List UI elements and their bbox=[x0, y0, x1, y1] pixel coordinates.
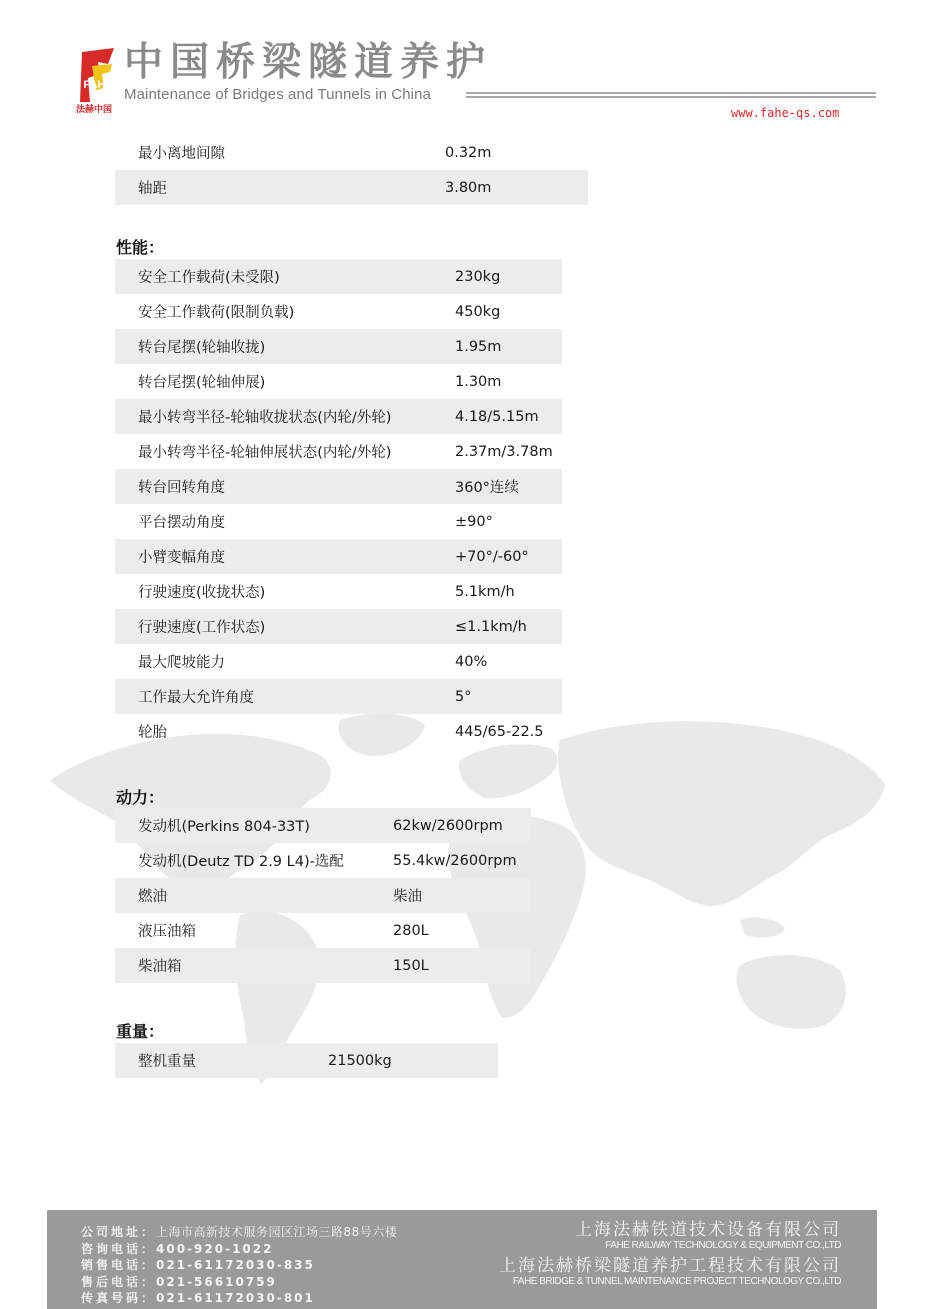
table-row bbox=[115, 1043, 498, 1078]
header-subtitle: Maintenance of Bridges and Tunnels in China bbox=[124, 86, 431, 103]
table-row bbox=[115, 259, 562, 294]
spec-label: 工作最大允许角度 bbox=[115, 679, 455, 714]
spec-label: 行驶速度(收拢状态) bbox=[138, 585, 266, 601]
spec-value: 40% bbox=[455, 653, 488, 670]
fax-value: 021-61172030-801 bbox=[156, 1291, 315, 1305]
logo-text: FAHE bbox=[83, 79, 113, 91]
consult-phone-label: 咨询电话： bbox=[81, 1241, 157, 1256]
weight-table bbox=[115, 1043, 498, 1078]
table-row bbox=[115, 574, 562, 609]
header-rule bbox=[466, 92, 876, 100]
spec-value: 1.30m bbox=[455, 373, 502, 390]
spec-label: 轮胎 bbox=[138, 725, 167, 741]
spec-value: 230kg bbox=[455, 259, 562, 294]
spec-value: +70°/-60° bbox=[455, 539, 562, 574]
company2-en: FAHE BRIDGE & TUNNEL MAINTENANCE PROJECT TECHNOLOGY CO.,LTD bbox=[512, 1276, 841, 1287]
company2-cn: 上海法赫桥梁隧道养护工程技术有限公司 bbox=[499, 1256, 841, 1276]
spec-value: 4.18/5.15m bbox=[455, 399, 562, 434]
website-link[interactable]: www.fahe-qs.com bbox=[731, 106, 840, 120]
table-row bbox=[115, 135, 588, 170]
footer-contact bbox=[81, 1224, 397, 1307]
sales-phone-label: 销售电话： bbox=[81, 1258, 157, 1272]
section-title-power: 动力： bbox=[116, 788, 165, 807]
spec-label: 转台尾摆(轮轴伸展) bbox=[138, 375, 266, 391]
table-row bbox=[115, 913, 531, 948]
header-title: 中国桥梁隧道养护 bbox=[124, 40, 493, 85]
spec-label: 液压油箱 bbox=[138, 924, 196, 940]
table-row bbox=[115, 469, 562, 504]
spec-value: 5.1km/h bbox=[455, 583, 515, 600]
dimensions-table bbox=[115, 135, 588, 205]
table-row bbox=[115, 679, 562, 714]
table-row bbox=[115, 329, 562, 364]
table-row bbox=[115, 948, 531, 983]
consult-phone-value: 400-920-1022 bbox=[156, 1241, 274, 1256]
spec-label: 最大爬坡能力 bbox=[138, 655, 225, 671]
spec-label: 安全工作载荷(限制负载) bbox=[138, 305, 295, 321]
footer-companies bbox=[499, 1220, 841, 1288]
table-row bbox=[115, 434, 562, 469]
table-row bbox=[115, 539, 562, 574]
company1-cn: 上海法赫铁道技术设备有限公司 bbox=[575, 1220, 841, 1240]
spec-value: 360°连续 bbox=[455, 469, 562, 504]
spec-value: 柴油 bbox=[393, 878, 531, 913]
spec-value: ±90° bbox=[455, 513, 493, 530]
section-title-weight: 重量： bbox=[116, 1022, 165, 1041]
spec-label: 柴油箱 bbox=[115, 948, 393, 983]
spec-label: 整机重量 bbox=[115, 1043, 328, 1078]
spec-label: 安全工作载荷(未受限) bbox=[115, 259, 455, 294]
address-label: 公司地址： bbox=[81, 1225, 157, 1239]
spec-label: 最小转弯半径-轮轴收拢状态(内轮/外轮) bbox=[115, 399, 455, 434]
after-sales-phone-label: 售后电话： bbox=[81, 1274, 157, 1289]
spec-value: ≤1.1km/h bbox=[455, 609, 562, 644]
spec-label: 行驶速度(工作状态) bbox=[115, 609, 455, 644]
table-row bbox=[115, 609, 562, 644]
spec-label: 最小离地间隙 bbox=[138, 146, 225, 162]
sales-phone-value: 021-61172030-835 bbox=[156, 1258, 315, 1272]
spec-label: 轴距 bbox=[115, 170, 445, 205]
table-row bbox=[115, 714, 562, 749]
table-row bbox=[115, 878, 531, 913]
fax-label: 传真号码： bbox=[81, 1291, 157, 1305]
spec-label: 转台尾摆(轮轴收拢) bbox=[115, 329, 455, 364]
spec-label: 燃油 bbox=[115, 878, 393, 913]
performance-table bbox=[115, 259, 562, 749]
table-row bbox=[115, 364, 562, 399]
footer bbox=[47, 1210, 877, 1309]
spec-label: 转台回转角度 bbox=[115, 469, 455, 504]
table-row bbox=[115, 644, 562, 679]
spec-value: 150L bbox=[393, 948, 531, 983]
spec-value: 445/65-22.5 bbox=[455, 723, 544, 740]
spec-value: 2.37m/3.78m bbox=[455, 443, 553, 460]
logo-chinese-text: 法赫中国 bbox=[76, 105, 113, 115]
fahe-logo-icon bbox=[78, 44, 118, 106]
spec-value: 450kg bbox=[455, 303, 501, 320]
power-table bbox=[115, 808, 531, 983]
spec-label: 发动机(Perkins 804-33T) bbox=[115, 808, 393, 843]
table-row bbox=[115, 843, 531, 878]
table-row bbox=[115, 504, 562, 539]
address-value: 上海市高新技术服务园区江场三路88号六楼 bbox=[156, 1225, 398, 1239]
section-title-performance: 性能： bbox=[116, 238, 165, 257]
spec-value: 3.80m bbox=[445, 170, 588, 205]
table-row bbox=[115, 170, 588, 205]
spec-value: 55.4kw/2600rpm bbox=[393, 852, 517, 869]
spec-value: 280L bbox=[393, 922, 429, 939]
spec-label: 小臂变幅角度 bbox=[115, 539, 455, 574]
after-sales-phone-value: 021-56610759 bbox=[156, 1274, 277, 1289]
company1-en: FAHE RAILWAY TECHNOLOGY & EQUIPMENT CO.,LTD bbox=[605, 1240, 841, 1251]
table-row bbox=[115, 399, 562, 434]
spec-value: 5° bbox=[455, 679, 562, 714]
spec-value: 1.95m bbox=[455, 329, 562, 364]
spec-label: 最小转弯半径-轮轴伸展状态(内轮/外轮) bbox=[138, 445, 392, 461]
table-row bbox=[115, 294, 562, 329]
spec-value: 21500kg bbox=[328, 1043, 498, 1078]
spec-value: 0.32m bbox=[445, 144, 492, 161]
spec-label: 平台摆动角度 bbox=[138, 515, 225, 531]
spec-value: 62kw/2600rpm bbox=[393, 808, 531, 843]
table-row bbox=[115, 808, 531, 843]
spec-label: 发动机(Deutz TD 2.9 L4)-选配 bbox=[138, 854, 344, 870]
